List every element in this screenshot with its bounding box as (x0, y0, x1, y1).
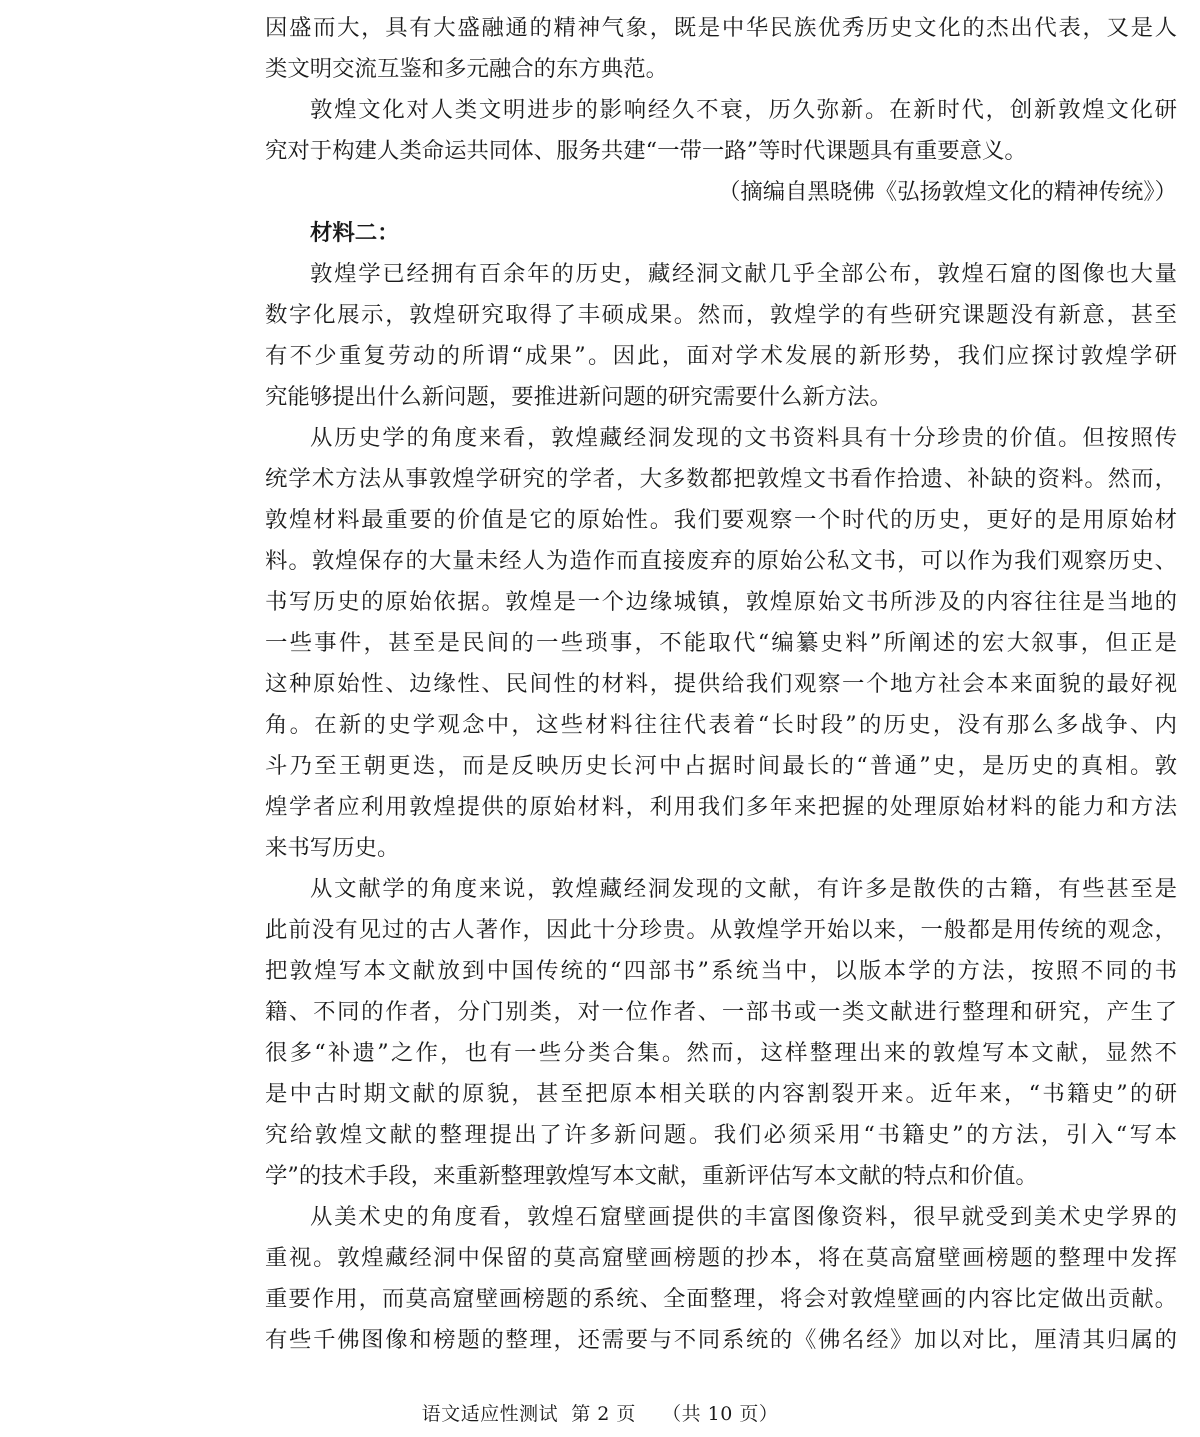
text-line: 有不少重复劳动的所谓“成果”。因此，面对学术发展的新形势，我们应探讨敦煌学研 (265, 343, 1177, 369)
paragraph (265, 869, 1177, 1197)
paragraph (265, 90, 1177, 172)
source-attribution (265, 172, 1177, 213)
text-line: 敦煌学已经拥有百余年的历史，藏经洞文献几乎全部公布，敦煌石窟的图像也大量 (310, 261, 1177, 287)
section-heading: 材料二： (310, 220, 400, 246)
text-line: 敦煌文化对人类文明进步的影响经久不衰，历久弥新。在新时代，创新敦煌文化研 (310, 97, 1177, 123)
text-line: 究能够提出什么新问题，要推进新问题的研究需要什么新方法。 (265, 384, 892, 410)
text-line: 是中古时期文献的原貌，甚至把原本相关联的内容割裂开来。近年来，“书籍史”的研 (265, 1081, 1177, 1107)
paragraph-continued (265, 8, 1177, 90)
text-line: 重视。敦煌藏经洞中保留的莫高窟壁画榜题的抄本，将在莫高窟壁画榜题的整理中发挥 (265, 1245, 1177, 1271)
text-line: 一些事件，甚至是民间的一些琐事，不能取代“编纂史料”所阐述的宏大叙事，但正是 (265, 630, 1177, 656)
text-line: 角。在新的史学观念中，这些材料往往代表着“长时段”的历史，没有那么多战争、内 (265, 712, 1177, 738)
text-line: 究对于构建人类命运共同体、服务共建“一带一路”等时代课题具有重要意义。 (265, 138, 1027, 164)
text-line: 学”的技术手段，来重新整理敦煌写本文献，重新评估写本文献的特点和价值。 (265, 1163, 1038, 1189)
text-line: 来书写历史。 (265, 835, 400, 861)
text-line: 料。敦煌保存的大量未经人为造作而直接废弃的原始公私文书，可以作为我们观察历史、 (265, 548, 1177, 574)
text-line: 统学术方法从事敦煌学研究的学者，大多数都把敦煌文书看作拾遗、补缺的资料。然而， (265, 466, 1177, 492)
text-line: 因盛而大，具有大盛融通的精神气象，既是中华民族优秀历史文化的杰出代表，又是人 (265, 15, 1177, 41)
document-page (265, 8, 1177, 1361)
paragraph-continues (265, 1197, 1177, 1361)
text-line: 此前没有见过的古人著作，因此十分珍贵。从敦煌学开始以来，一般都是用传统的观念， (265, 917, 1177, 943)
text-line: 从历史学的角度来看，敦煌藏经洞发现的文书资料具有十分珍贵的价值。但按照传 (310, 425, 1177, 451)
text-line: 从文献学的角度来说，敦煌藏经洞发现的文献，有许多是散佚的古籍，有些甚至是 (310, 876, 1177, 902)
paragraph (265, 254, 1177, 418)
text-line: 类文明交流互鉴和多元融合的东方典范。 (265, 56, 669, 82)
attribution-line: （摘编自黑晓佛《弘扬敦煌文化的精神传统》） (717, 179, 1177, 205)
text-line: 很多“补遗”之作，也有一些分类合集。然而，这样整理出来的敦煌写本文献，显然不 (265, 1040, 1177, 1066)
total-pages: （共 10 页） (662, 1403, 779, 1425)
text-line: 数字化展示，敦煌研究取得了丰硕成果。然而，敦煌学的有些研究课题没有新意，甚至 (265, 302, 1177, 328)
text-line: 从美术史的角度看，敦煌石窟壁画提供的丰富图像资料，很早就受到美术史学界的 (310, 1204, 1177, 1230)
text-line: 籍、不同的作者，分门别类，对一位作者、一部书或一类文献进行整理和研究，产生了 (265, 999, 1177, 1025)
page-footer (0, 1400, 1200, 1428)
test-name: 语文适应性测试 (421, 1403, 559, 1425)
page-number: 第 2 页 (571, 1403, 636, 1425)
text-line: 敦煌材料最重要的价值是它的原始性。我们要观察一个时代的历史，更好的是用原始材 (265, 507, 1177, 533)
text-line: 这种原始性、边缘性、民间性的材料，提供给我们观察一个地方社会本来面貌的最好视 (265, 671, 1177, 697)
text-line: 煌学者应利用敦煌提供的原始材料，利用我们多年来把握的处理原始材料的能力和方法 (265, 794, 1177, 820)
material-heading (265, 213, 1177, 254)
paragraph (265, 418, 1177, 869)
text-line: 把敦煌写本文献放到中国传统的“四部书”系统当中，以版本学的方法，按照不同的书 (265, 958, 1177, 984)
text-line: 书写历史的原始依据。敦煌是一个边缘城镇，敦煌原始文书所涉及的内容往往是当地的 (265, 589, 1177, 615)
text-line: 究给敦煌文献的整理提出了许多新问题。我们必须采用“书籍史”的方法，引入“写本 (265, 1122, 1177, 1148)
text-line: 斗乃至王朝更迭，而是反映历史长河中占据时间最长的“普通”史，是历史的真相。敦 (265, 753, 1177, 779)
text-line: 有些千佛图像和榜题的整理，还需要与不同系统的《佛名经》加以对比，厘清其归属的 (265, 1327, 1177, 1353)
text-line: 重要作用，而莫高窟壁画榜题的系统、全面整理，将会对敦煌壁画的内容比定做出贡献。 (265, 1286, 1177, 1312)
